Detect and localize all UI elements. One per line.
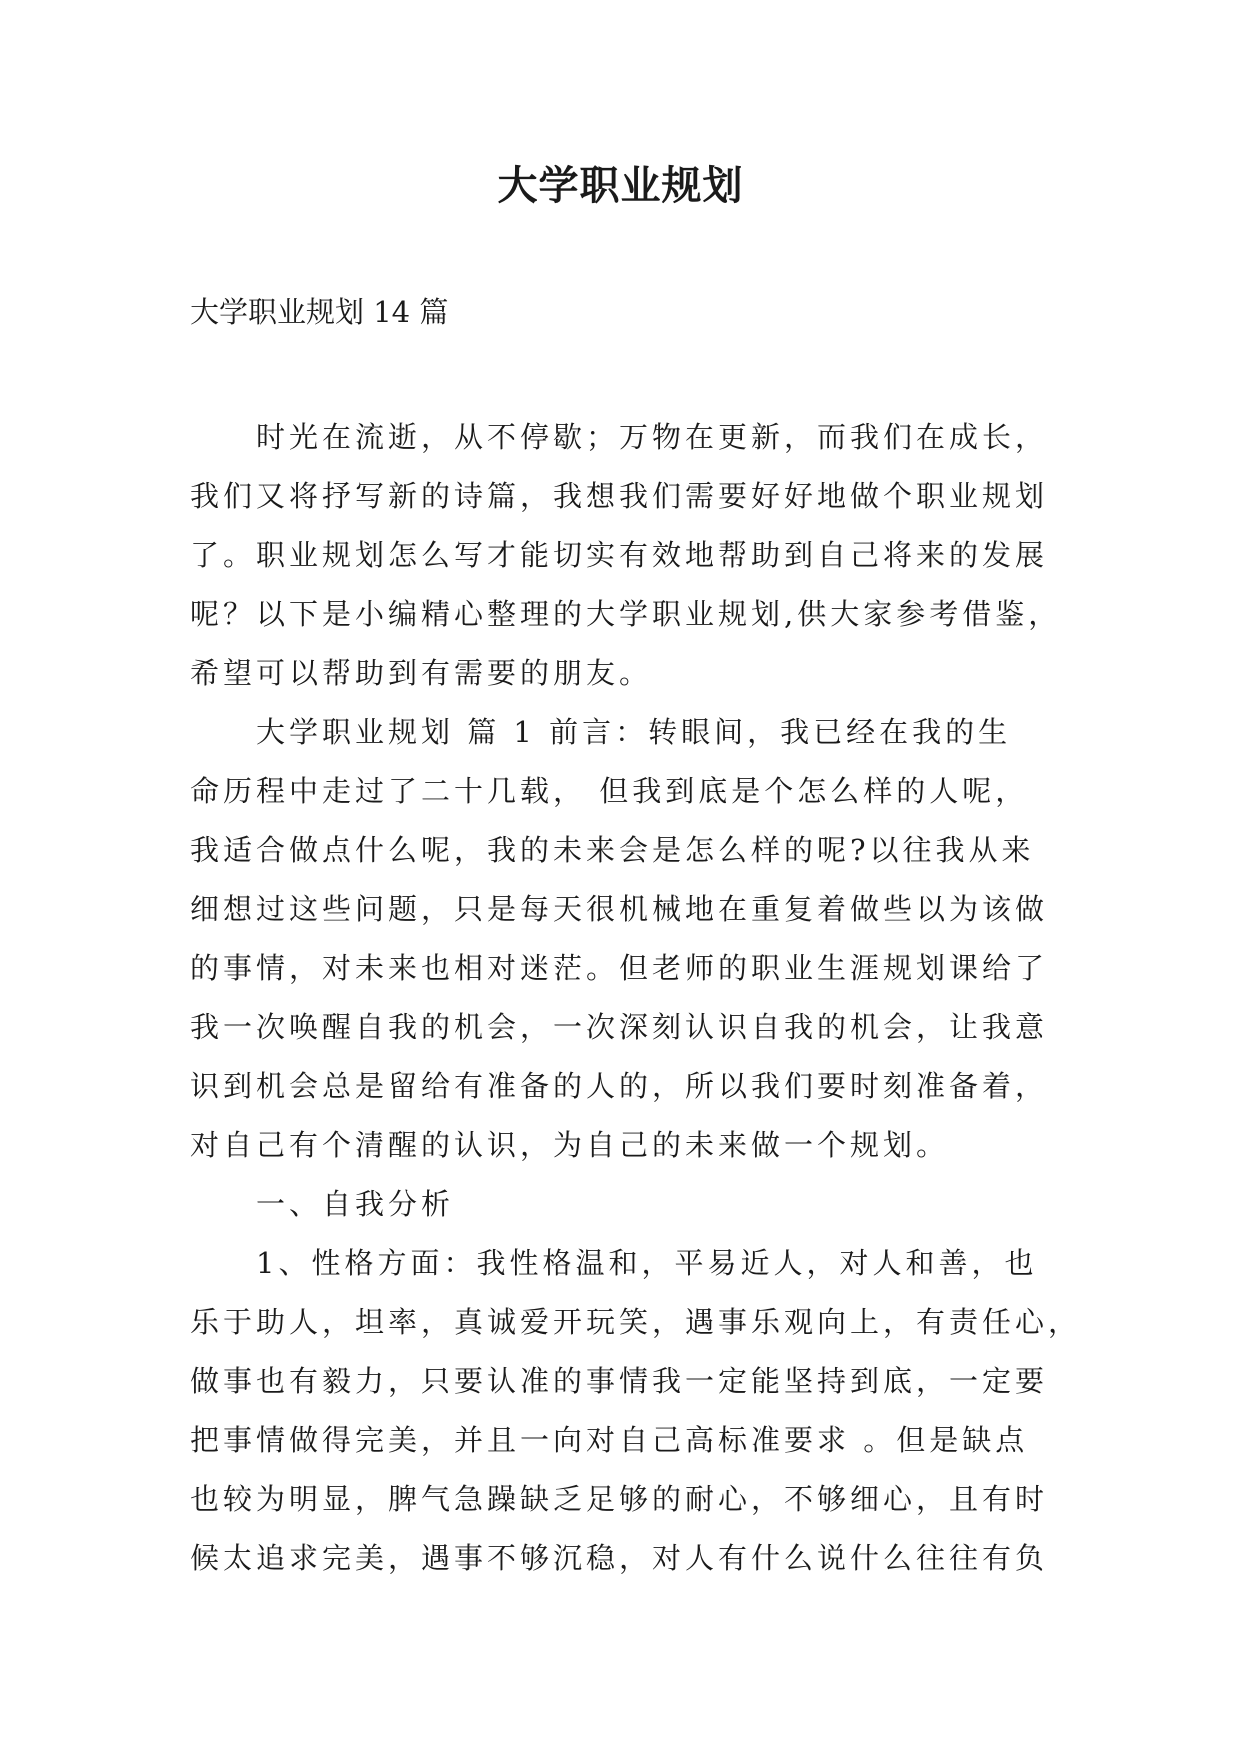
document-subtitle: 大学职业规划 14 篇 <box>190 295 449 329</box>
body-line: 命历程中走过了二十几载， 但我到底是个怎么样的人呢， <box>190 774 1029 808</box>
body-line: 我一次唤醒自我的机会，一次深刻认识自我的机会，让我意 <box>190 1010 1049 1044</box>
body-line: 我们又将抒写新的诗篇，我想我们需要好好地做个职业规划 <box>190 479 1049 513</box>
body-line: 时光在流逝，从不停歇；万物在更新，而我们在成长， <box>256 420 1049 454</box>
body-line: 对自己有个清醒的认识，为自己的未来做一个规划。 <box>190 1128 950 1162</box>
body-line: 乐于助人，坦率，真诚爱开玩笑，遇事乐观向上，有责任心， <box>190 1305 1082 1339</box>
body-line: 识到机会总是留给有准备的人的，所以我们要时刻准备着， <box>190 1069 1049 1103</box>
body-line: 大学职业规划 篇 1 前言：转眼间，我已经在我的生 <box>256 715 1012 749</box>
body-line: 的事情，对未来也相对迷茫。但老师的职业生涯规划课给了 <box>190 951 1049 985</box>
body-line: 希望可以帮助到有需要的朋友。 <box>190 656 653 690</box>
body-line: 也较为明显，脾气急躁缺乏足够的耐心，不够细心，且有时 <box>190 1482 1049 1516</box>
body-line: 呢？以下是小编精心整理的大学职业规划,供大家参考借鉴， <box>190 597 1062 631</box>
body-line: 细想过这些问题，只是每天很机械地在重复着做些以为该做 <box>190 892 1049 926</box>
body-line: 了。职业规划怎么写才能切实有效地帮助到自己将来的发展 <box>190 538 1049 572</box>
body-line: 把事情做得完美，并且一向对自己高标准要求 。但是缺点 <box>190 1423 1029 1457</box>
section-heading: 一、自我分析 <box>256 1187 455 1221</box>
document-title: 大学职业规划 <box>497 162 744 209</box>
body-line: 1、性格方面：我性格温和，平易近人，对人和善，也 <box>256 1246 1038 1280</box>
document-body <box>190 408 1082 1588</box>
body-line: 做事也有毅力，只要认准的事情我一定能坚持到底，一定要 <box>190 1364 1049 1398</box>
body-line: 候太追求完美，遇事不够沉稳，对人有什么说什么往往有负 <box>190 1541 1049 1575</box>
body-line: 我适合做点什么呢，我的未来会是怎么样的呢?以往我从来 <box>190 833 1035 867</box>
